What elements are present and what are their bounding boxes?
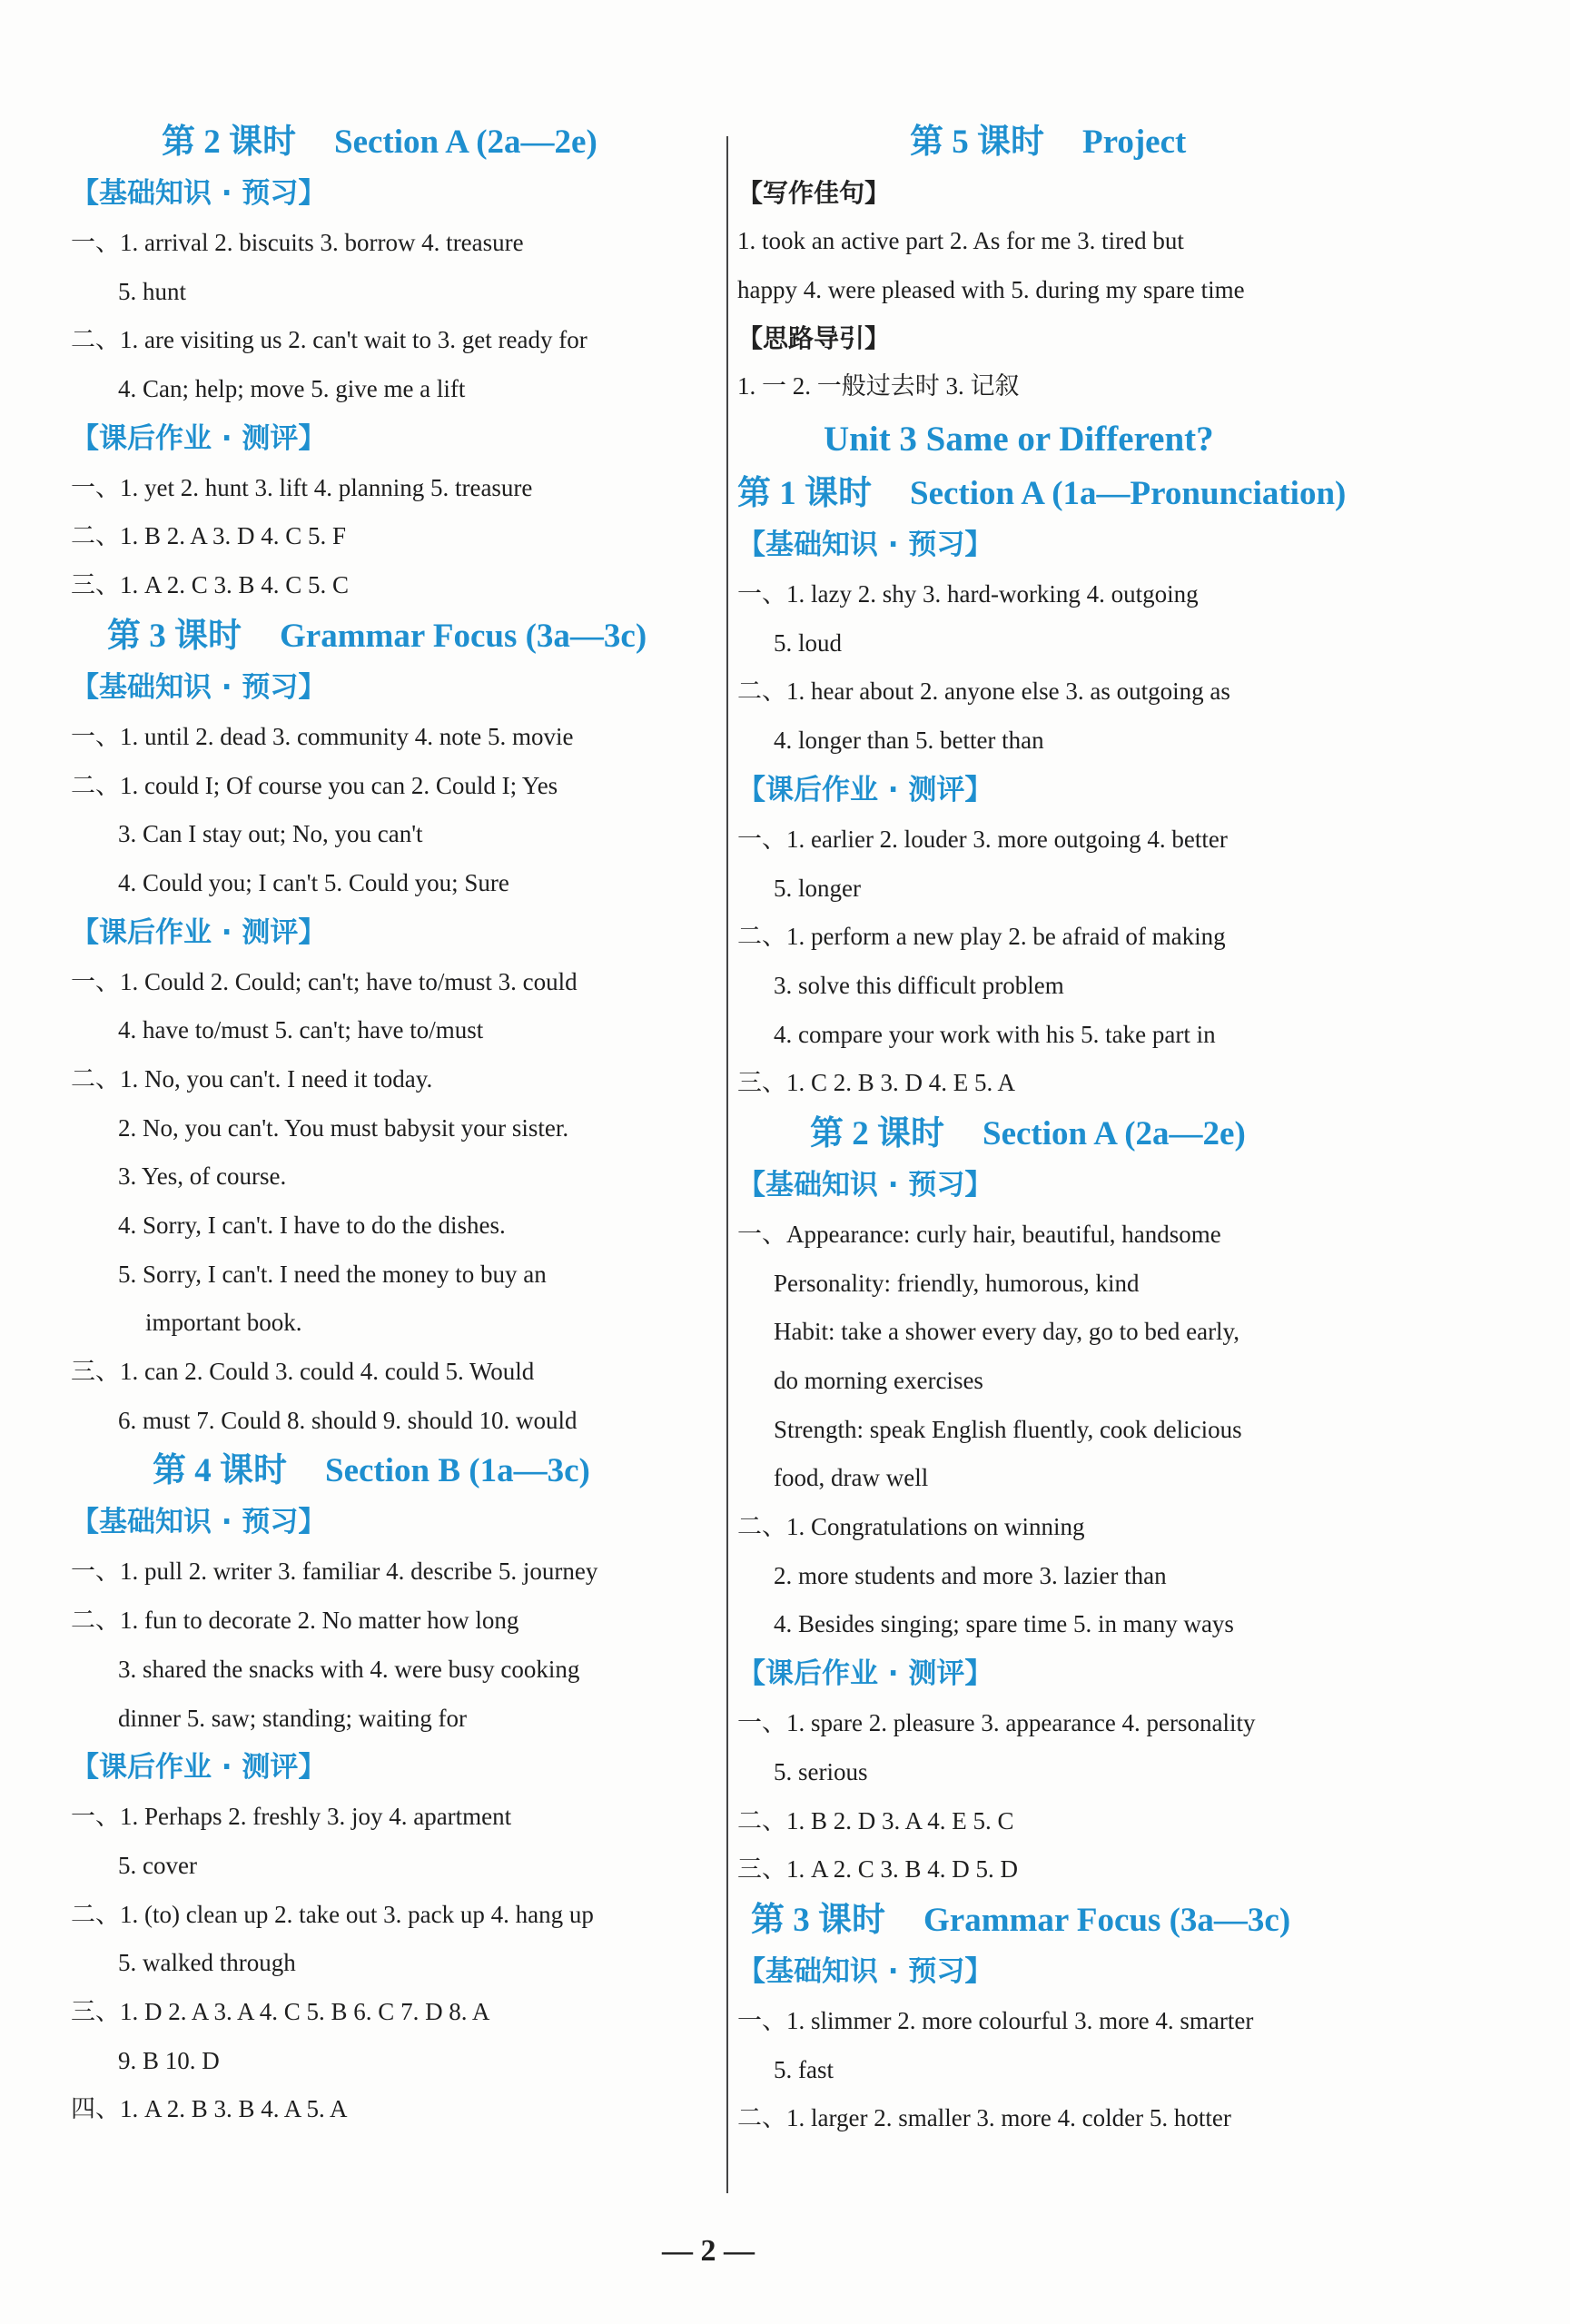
lesson-section: Section A (1a—Pronunciation) xyxy=(910,475,1347,513)
answer-line: 1. took an active part 2. As for me 3. tired but xyxy=(737,227,1184,254)
answer-line: 4. longer than 5. better than xyxy=(774,727,1044,755)
section-tag: 【基础知识 · 预习】 xyxy=(737,1954,993,1988)
lesson-heading xyxy=(737,116,1409,169)
lesson-section: Project xyxy=(1082,124,1187,161)
answer-line: 5. cover xyxy=(118,1851,197,1879)
section-tag: 【基础知识 · 预习】 xyxy=(737,1168,993,1202)
section-tag: 【基础知识 · 预习】 xyxy=(71,670,327,704)
answer-line: 4. Sorry, I can't. I have to do the dishes. xyxy=(118,1211,506,1239)
answer-line: 三、1. A 2. C 3. B 4. D 5. D xyxy=(737,1855,1019,1884)
section-tag: 【基础知识 · 预习】 xyxy=(71,1506,327,1539)
section-tag: 【课后作业 · 测评】 xyxy=(71,1751,327,1785)
answer-line: 3. Can I stay out; No, you can't xyxy=(118,820,423,848)
answer-line: 三、1. can 2. Could 3. could 4. could 5. Would xyxy=(71,1358,535,1386)
answer-line: 二、1. larger 2. smaller 3. more 4. colder 5. hotter xyxy=(737,2104,1231,2132)
unit-title: Unit 3 Same or Different? xyxy=(824,420,1214,460)
answer-line: dinner 5. saw; standing; waiting for xyxy=(118,1704,467,1732)
answer-line: do morning exercises xyxy=(774,1367,983,1394)
answer-line: 5. fast xyxy=(774,2055,834,2083)
answer-line: 一、Appearance: curly hair, beautiful, handsome xyxy=(737,1220,1221,1248)
answer-line: Personality: friendly, humorous, kind xyxy=(774,1269,1140,1297)
answer-line: 三、1. D 2. A 3. A 4. C 5. B 6. C 7. D 8. A xyxy=(71,1997,490,2025)
answer-line: 一、1. slimmer 2. more colourful 3. more 4. smarter xyxy=(737,2006,1254,2034)
answer-line: 一、1. until 2. dead 3. community 4. note 5. movie xyxy=(71,722,574,750)
left-column xyxy=(71,116,723,2134)
answer-line: Strength: speak English fluently, cook delicious xyxy=(774,1415,1242,1443)
lesson-number: 第 3 课时 xyxy=(751,1901,885,1939)
section-tag: 【思路导引】 xyxy=(737,323,891,354)
answer-line: important book. xyxy=(145,1309,302,1337)
answer-line: 一、1. spare 2. pleasure 3. appearance 4. personality xyxy=(737,1709,1256,1737)
section-tag: 【基础知识 · 预习】 xyxy=(71,177,327,210)
answer-line: 一、1. earlier 2. louder 3. more outgoing 4. better xyxy=(737,825,1228,853)
answer-line: 四、1. A 2. B 3. B 4. A 5. A xyxy=(71,2095,348,2123)
section-tag: 【写作佳句】 xyxy=(737,178,891,208)
lesson-heading xyxy=(71,116,723,169)
answer-line: 一、1. yet 2. hunt 3. lift 4. planning 5. treasure xyxy=(71,473,533,501)
lesson-number: 第 4 课时 xyxy=(153,1452,287,1490)
answer-line: 三、1. A 2. C 3. B 4. C 5. C xyxy=(71,571,350,599)
answer-line: 二、1. No, you can't. I need it today. xyxy=(71,1064,433,1093)
answer-line: 3. Yes, of course. xyxy=(118,1162,287,1191)
section-tag: 【课后作业 · 测评】 xyxy=(737,1657,993,1691)
answer-line: 4. Could you; I can't 5. Could you; Sure xyxy=(118,868,509,896)
section-tag: 【课后作业 · 测评】 xyxy=(737,773,993,806)
lesson-heading xyxy=(71,610,723,663)
answer-line: 2. No, you can't. You must babysit your sister. xyxy=(118,1113,569,1142)
answer-line: 3. shared the snacks with 4. were busy cooking xyxy=(118,1655,580,1683)
answer-line: 5. hunt xyxy=(118,277,187,305)
lesson-section: Grammar Focus (3a—3c) xyxy=(280,617,647,655)
answer-line: 9. B 10. D xyxy=(118,2046,220,2074)
answer-line: 一、1. Perhaps 2. freshly 3. joy 4. apartment xyxy=(71,1803,512,1831)
answer-line: 3. solve this difficult problem xyxy=(774,971,1064,999)
answer-line: 5. longer xyxy=(774,874,861,902)
answer-line: 4. Can; help; move 5. give me a lift xyxy=(118,375,466,403)
answer-line: 二、1. perform a new play 2. be afraid of making xyxy=(737,923,1226,951)
page-number: — 2 — xyxy=(662,2234,755,2268)
answer-line: 二、1. Congratulations on winning xyxy=(737,1513,1085,1541)
lesson-number: 第 2 课时 xyxy=(810,1114,944,1152)
answer-line: 二、1. B 2. D 3. A 4. E 5. C xyxy=(737,1806,1014,1834)
lesson-section: Grammar Focus (3a—3c) xyxy=(923,1901,1291,1939)
answer-line: 二、1. are visiting us 2. can't wait to 3. get ready for xyxy=(71,326,588,354)
answer-line: 2. more students and more 3. lazier than xyxy=(774,1561,1167,1589)
lesson-heading xyxy=(71,1445,723,1498)
answer-line: happy 4. were pleased with 5. during my spare time xyxy=(737,275,1245,303)
lesson-number: 第 2 课时 xyxy=(162,124,296,161)
right-column xyxy=(737,116,1409,2143)
lesson-section: Section A (2a—2e) xyxy=(982,1114,1246,1152)
section-tag: 【课后作业 · 测评】 xyxy=(71,421,327,455)
lesson-number: 第 1 课时 xyxy=(737,475,872,513)
lesson-number: 第 5 课时 xyxy=(910,124,1044,161)
answer-line: 三、1. C 2. B 3. D 4. E 5. A xyxy=(737,1069,1016,1097)
answer-line: 6. must 7. Could 8. should 9. should 10. would xyxy=(118,1406,578,1434)
answer-line: 二、1. (to) clean up 2. take out 3. pack up 4. hang up xyxy=(71,1900,594,1928)
answer-line: 一、1. arrival 2. biscuits 3. borrow 4. treasure xyxy=(71,229,524,256)
lesson-heading xyxy=(737,468,1409,520)
lesson-section: Section B (1a—3c) xyxy=(325,1452,590,1490)
answer-line: 5. serious xyxy=(774,1757,868,1785)
answer-line: food, draw well xyxy=(774,1464,929,1492)
answer-line: 二、1. hear about 2. anyone else 3. as outgoing as xyxy=(737,677,1230,706)
answer-line: 二、1. fun to decorate 2. No matter how long xyxy=(71,1607,519,1635)
answer-line: 5. Sorry, I can't. I need the money to buy an xyxy=(118,1260,547,1288)
answer-line: 1. 一 2. 一般过去时 3. 记叙 xyxy=(737,372,1020,401)
lesson-number: 第 3 课时 xyxy=(107,617,242,655)
answer-line: 二、1. could I; Of course you can 2. Could I; Yes xyxy=(71,771,558,799)
answer-line: 一、1. Could 2. Could; can't; have to/must 3. could xyxy=(71,967,578,995)
section-tag: 【基础知识 · 预习】 xyxy=(737,529,993,562)
lesson-heading xyxy=(737,1894,1409,1947)
answer-line: 4. compare your work with his 5. take part in xyxy=(774,1020,1216,1048)
column-divider xyxy=(726,136,728,2193)
lesson-heading xyxy=(737,1108,1409,1161)
answer-line: 4. have to/must 5. can't; have to/must xyxy=(118,1016,484,1044)
answer-line: 二、1. B 2. A 3. D 4. C 5. F xyxy=(71,522,347,550)
answer-line: 一、1. lazy 2. shy 3. hard-working 4. outgoing xyxy=(737,580,1199,608)
answer-line: 5. walked through xyxy=(118,1949,296,1977)
section-tag: 【课后作业 · 测评】 xyxy=(71,915,327,949)
answer-line: 4. Besides singing; spare time 5. in many ways xyxy=(774,1610,1234,1638)
answer-line: 一、1. pull 2. writer 3. familiar 4. describe 5. journey xyxy=(71,1558,598,1586)
lesson-section: Section A (2a—2e) xyxy=(334,124,597,161)
answer-line: Habit: take a shower every day, go to bed early, xyxy=(774,1318,1240,1346)
answer-line: 5. loud xyxy=(774,628,843,657)
